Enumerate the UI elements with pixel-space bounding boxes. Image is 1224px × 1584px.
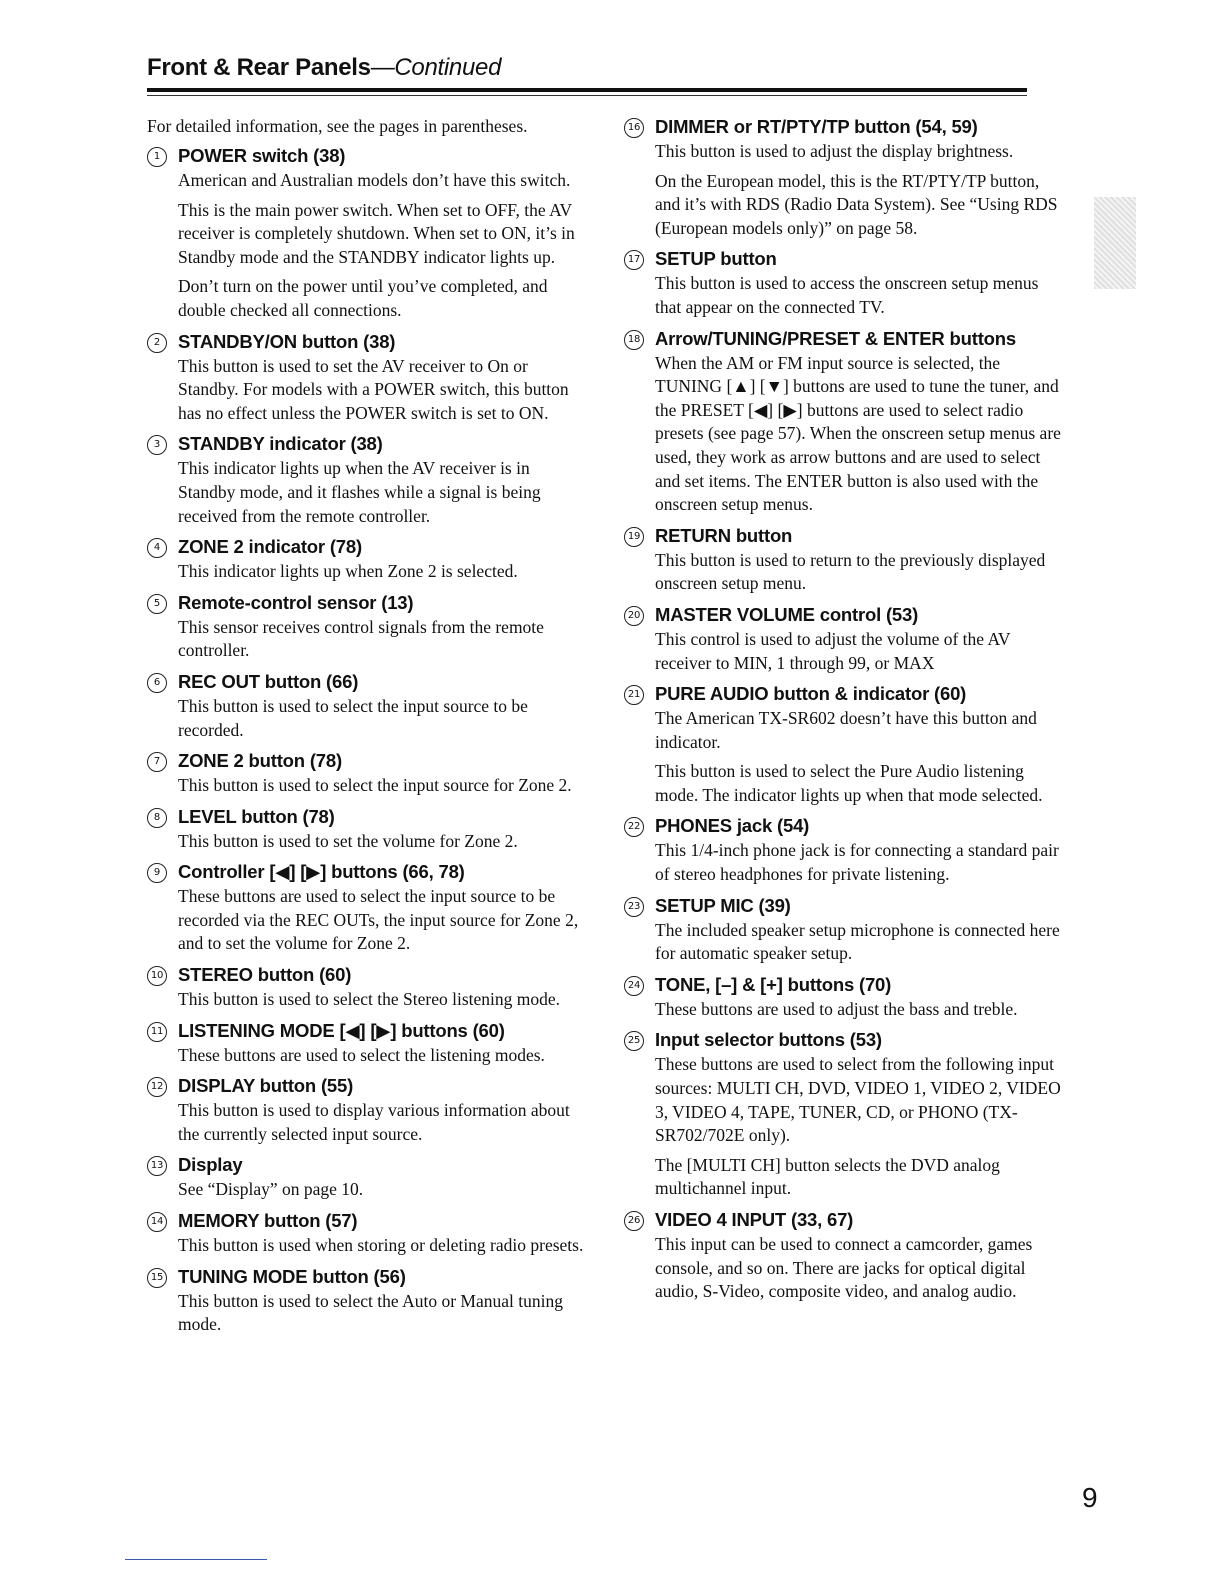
header-rule-thick bbox=[147, 88, 1027, 92]
item-description: This indicator lights up when Zone 2 is selected. bbox=[178, 561, 518, 582]
header-title: Front & Rear Panels bbox=[147, 54, 371, 81]
item-description: This button is used to set the volume for Zone 2. bbox=[178, 830, 518, 851]
list-item bbox=[624, 602, 1064, 675]
list-item bbox=[147, 1018, 587, 1068]
item-title-text: ZONE 2 indicator (78) bbox=[178, 536, 362, 558]
item-number-badge: 17 bbox=[624, 250, 644, 270]
item-description: This is the main power switch. When set to OFF, the AV receiver is completely shutdown. When set to ON, it’s in Standby mode and the STANDBY indicator lights up. bbox=[178, 199, 575, 267]
item-title-text: VIDEO 4 INPUT (33, 67) bbox=[655, 1209, 854, 1230]
item-title bbox=[147, 1152, 587, 1178]
page-number: 9 bbox=[1082, 1482, 1098, 1513]
item-description: The American TX-SR602 doesn’t have this button and indicator. bbox=[655, 708, 1037, 752]
item-title bbox=[624, 1207, 1064, 1233]
item-title-text: LEVEL button (78) bbox=[178, 805, 335, 827]
item-title-text: Controller [◀] [▶] buttons (66, 78) bbox=[178, 861, 465, 883]
item-number-badge: 19 bbox=[624, 527, 644, 547]
item-title bbox=[147, 1264, 587, 1290]
item-description: American and Australian models don’t have this switch. bbox=[178, 170, 571, 190]
item-title bbox=[147, 669, 587, 695]
list-item bbox=[147, 329, 587, 426]
item-number-badge: 26 bbox=[624, 1211, 644, 1231]
item-description: This indicator lights up when the AV receiver is in Standby mode, and it flashes while a signal is being received from the remote controller. bbox=[178, 458, 541, 526]
item-title-text: SETUP button bbox=[655, 248, 777, 270]
item-title bbox=[147, 143, 587, 169]
list-item bbox=[624, 1027, 1064, 1201]
list-item bbox=[147, 1073, 587, 1146]
item-description: When the AM or FM input source is selected, the TUNING [▲] [▼] buttons are used to tune the tuner, and the PRESET [◀] [▶] buttons are used to select radio presets (see page 57). When the onscreen setup menus are used, they work as arrow buttons and are used to select and set items. The ENTER button is also used with the onscreen setup menus. bbox=[655, 352, 1061, 515]
right-column bbox=[624, 114, 1064, 1310]
item-title bbox=[147, 748, 587, 774]
item-title-text: Remote-control sensor (13) bbox=[178, 591, 414, 613]
item-title-text: Arrow/TUNING/PRESET & ENTER buttons bbox=[655, 327, 1016, 349]
item-title-text: STANDBY/ON button (38) bbox=[178, 330, 396, 352]
item-title-text: LISTENING MODE [◀] [▶] buttons (60) bbox=[178, 1019, 505, 1041]
item-number-badge: 12 bbox=[147, 1077, 167, 1097]
list-item bbox=[624, 813, 1064, 886]
item-title-text: MEMORY button (57) bbox=[178, 1210, 358, 1232]
list-item bbox=[624, 246, 1064, 319]
right-item-list bbox=[624, 114, 1064, 1304]
item-title-text: Display bbox=[178, 1154, 243, 1176]
item-title bbox=[147, 1073, 587, 1099]
item-number-badge: 23 bbox=[624, 897, 644, 917]
item-number-badge: 14 bbox=[147, 1212, 167, 1232]
item-description: This button is used to set the AV receiver to On or Standby. For models with a POWER switch, this button has no effect unless the POWER switch is set to ON. bbox=[178, 355, 569, 423]
item-title bbox=[624, 602, 1064, 628]
list-item bbox=[147, 962, 587, 1012]
item-number-badge: 3 bbox=[147, 435, 167, 455]
item-title-text: RETURN button bbox=[655, 524, 793, 546]
item-title-text: REC OUT button (66) bbox=[178, 670, 359, 692]
item-number-badge: 4 bbox=[147, 538, 167, 558]
item-description: On the European model, this is the RT/PTY/TP button, and it’s with RDS (Radio Data System). See “Using RDS (European models only)” on page 58. bbox=[655, 170, 1058, 238]
item-number-badge: 13 bbox=[147, 1156, 167, 1176]
item-title bbox=[147, 1208, 587, 1234]
item-title-text: DISPLAY button (55) bbox=[178, 1075, 354, 1097]
item-number-badge: 9 bbox=[147, 863, 167, 883]
list-item bbox=[147, 859, 587, 956]
item-description: This button is used to return to the previously displayed onscreen setup menu. bbox=[655, 549, 1046, 594]
item-title-text: TUNING MODE button (56) bbox=[178, 1265, 406, 1287]
item-description: This button is used to select the Stereo listening mode. bbox=[178, 989, 561, 1010]
list-item bbox=[147, 431, 587, 528]
item-number-badge: 16 bbox=[624, 118, 644, 138]
footer-rule bbox=[125, 1559, 267, 1560]
item-number-badge: 5 bbox=[147, 594, 167, 614]
intro-text: For detailed information, see the pages in parentheses. bbox=[147, 116, 528, 136]
item-description: This button is used to select the Auto or Manual tuning mode. bbox=[178, 1290, 563, 1335]
list-item bbox=[147, 1264, 587, 1337]
item-title-text: Input selector buttons (53) bbox=[655, 1029, 882, 1051]
item-title bbox=[624, 813, 1064, 839]
item-title-text: POWER switch (38) bbox=[178, 145, 346, 166]
item-description: This button is used when storing or deleting radio presets. bbox=[178, 1235, 584, 1256]
item-title-text: TONE, [–] & [+] buttons (70) bbox=[655, 973, 892, 995]
item-description: These buttons are used to select the input source to be recorded via the REC OUTs, the input source for Zone 2, and to set the volume for Zone 2. bbox=[178, 886, 579, 954]
list-item bbox=[147, 1152, 587, 1202]
item-number-badge: 20 bbox=[624, 606, 644, 626]
list-item bbox=[147, 1208, 587, 1258]
item-title-text: PURE AUDIO button & indicator (60) bbox=[655, 683, 967, 705]
list-item bbox=[147, 590, 587, 663]
item-description: These buttons are used to adjust the bass and treble. bbox=[655, 998, 1018, 1019]
item-title bbox=[147, 431, 587, 457]
page-header bbox=[147, 54, 1027, 82]
item-description: This control is used to adjust the volume of the AV receiver to MIN, 1 through 99, or MAX bbox=[655, 628, 1011, 673]
item-number-badge: 15 bbox=[147, 1268, 167, 1288]
list-item bbox=[624, 114, 1064, 240]
item-number-badge: 6 bbox=[147, 673, 167, 693]
item-title-text: ZONE 2 button (78) bbox=[178, 750, 342, 772]
item-description: This input can be used to connect a camcorder, games console, and so on. There are jacks for optical digital audio, S-Video, composite video, and analog audio. bbox=[655, 1234, 1033, 1302]
item-number-badge: 21 bbox=[624, 685, 644, 705]
margin-scan-mark bbox=[1094, 197, 1136, 289]
item-title bbox=[624, 893, 1064, 919]
item-title bbox=[147, 962, 587, 988]
item-number-badge: 11 bbox=[147, 1022, 167, 1042]
list-item bbox=[147, 534, 587, 584]
item-description: This button is used to adjust the display brightness. bbox=[655, 141, 1014, 161]
item-description: The included speaker setup microphone is connected here for automatic speaker setup. bbox=[655, 919, 1060, 964]
item-title bbox=[624, 972, 1064, 998]
list-item bbox=[624, 972, 1064, 1022]
header-rule-thin bbox=[147, 95, 1027, 96]
left-column bbox=[147, 114, 587, 1343]
item-title bbox=[624, 326, 1064, 352]
item-title bbox=[147, 804, 587, 830]
item-title-text: STEREO button (60) bbox=[178, 964, 352, 986]
item-title-text: PHONES jack (54) bbox=[655, 815, 810, 837]
item-number-badge: 7 bbox=[147, 752, 167, 772]
item-title bbox=[147, 1018, 587, 1044]
item-title bbox=[624, 114, 1064, 140]
item-number-badge: 25 bbox=[624, 1031, 644, 1051]
list-item bbox=[624, 1207, 1064, 1304]
item-description: These buttons are used to select from the following input sources: MULTI CH, DVD, VIDEO 1, VIDEO 2, VIDEO 3, VIDEO 4, TAPE, TUNER, CD, or PHONO (TX-SR702/702E only). bbox=[655, 1054, 1061, 1146]
item-title bbox=[624, 523, 1064, 549]
item-title bbox=[147, 534, 587, 560]
list-item bbox=[147, 143, 587, 323]
item-description: Don’t turn on the power until you’ve completed, and double checked all connections. bbox=[178, 276, 548, 320]
list-item bbox=[624, 681, 1064, 807]
list-item bbox=[624, 893, 1064, 966]
item-number-badge: 24 bbox=[624, 976, 644, 996]
list-item bbox=[147, 669, 587, 742]
header-continued: —Continued bbox=[370, 54, 502, 81]
item-title bbox=[147, 329, 587, 355]
item-title-text: SETUP MIC (39) bbox=[655, 894, 791, 916]
item-number-badge: 1 bbox=[147, 147, 167, 167]
item-title-text: MASTER VOLUME control (53) bbox=[655, 603, 919, 625]
item-title-text: STANDBY indicator (38) bbox=[178, 433, 383, 455]
item-description: This button is used to select the input source for Zone 2. bbox=[178, 775, 572, 796]
item-description: This button is used to display various information about the currently selected input source. bbox=[178, 1100, 570, 1144]
item-number-badge: 22 bbox=[624, 817, 644, 837]
item-description: This button is used to select the input source to be recorded. bbox=[178, 695, 528, 740]
item-description: These buttons are used to select the listening modes. bbox=[178, 1044, 545, 1065]
left-item-list bbox=[147, 143, 587, 1337]
item-description: This 1/4-inch phone jack is for connecting a standard pair of stereo headphones for private listening. bbox=[655, 840, 1059, 885]
list-item bbox=[147, 804, 587, 854]
item-number-badge: 10 bbox=[147, 966, 167, 986]
item-title bbox=[624, 1027, 1064, 1053]
item-title-text: DIMMER or RT/PTY/TP button (54, 59) bbox=[655, 116, 978, 137]
item-title bbox=[624, 681, 1064, 707]
item-description: This button is used to select the Pure Audio listening mode. The indicator lights up when that mode selected. bbox=[655, 761, 1043, 805]
item-description: This sensor receives control signals from the remote controller. bbox=[178, 616, 544, 661]
item-description: See “Display” on page 10. bbox=[178, 1179, 364, 1200]
item-description: This button is used to access the onscreen setup menus that appear on the connected TV. bbox=[655, 273, 1039, 317]
item-number-badge: 18 bbox=[624, 330, 644, 350]
list-item bbox=[624, 523, 1064, 596]
item-number-badge: 8 bbox=[147, 808, 167, 828]
list-item bbox=[624, 326, 1064, 517]
list-item bbox=[147, 748, 587, 798]
item-title bbox=[147, 590, 587, 616]
item-number-badge: 2 bbox=[147, 333, 167, 353]
item-title bbox=[624, 246, 1064, 272]
item-title bbox=[147, 859, 587, 885]
item-description: The [MULTI CH] button selects the DVD analog multichannel input. bbox=[655, 1154, 1000, 1199]
